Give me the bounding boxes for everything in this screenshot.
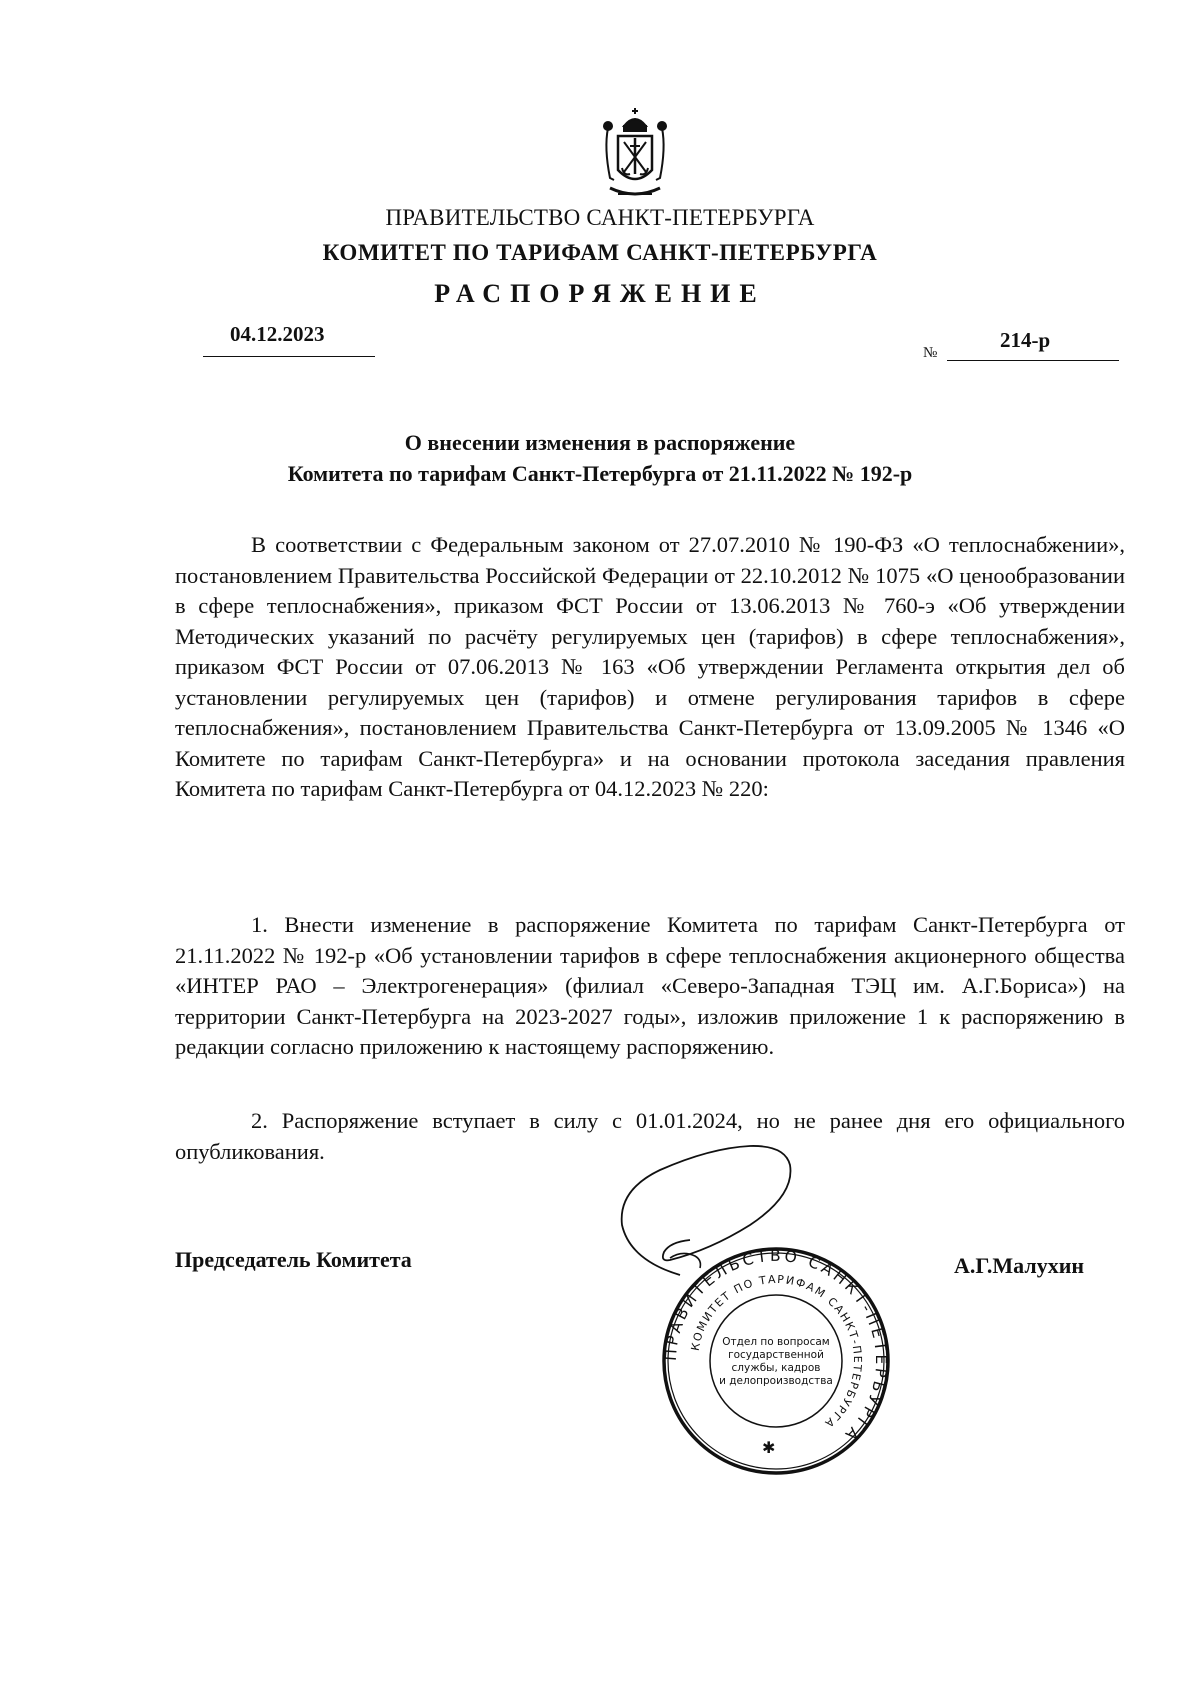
signatory-title: Председатель Комитета (175, 1247, 412, 1272)
government-title: ПРАВИТЕЛЬСТВО САНКТ-ПЕТЕРБУРГА (385, 205, 815, 230)
stamp-outer-text: ПРАВИТЕЛЬСТВО САНКТ-ПЕТЕРБУРГА (661, 1246, 891, 1446)
official-stamp (660, 1245, 892, 1477)
stamp-center-line-1: Отдел по вопросам (722, 1336, 830, 1348)
signatory-name: А.Г.Малухин (954, 1253, 1085, 1278)
preamble-text: В соответствии с Федеральным законом от 27.07.2010 № 190-ФЗ «О теплоснабжении», постановлением Правительства Российской Федерации от 22.10.2012 № 1075 «О ценообразовании в сфере теплоснабжения», приказом ФСТ России от 13.06.2013 № 760-э «Об утверждении Методических указаний по расчёту регулируемых цен (тарифов) в сфере теплоснабжения», приказом ФСТ России от 07.06.2013 № 163 «Об утверждении Регламента открытия дел об установлении регулируемых цен (тарифов) и отмене регулирования тарифов в сфере теплоснабжения», постановлением Правительства Санкт-Петербурга от 13.09.2005 № 1346 «О Комитете по тарифам Санкт-Петербурга» и на основании протокола заседания правления Комитета по тарифам Санкт-Петербурга от 04.12.2023 № 220: (175, 532, 1125, 801)
coat-of-arms-icon (600, 108, 670, 204)
document-type: РАСПОРЯЖЕНИЕ (434, 279, 766, 308)
item-1-text: 1. Внести изменение в распоряжение Комитета по тарифам Санкт-Петербурга от 21.11.2022 № 192-р «Об установлении тарифов в сфере теплоснабжения акционерного общества «ИНТЕР РАО – Электрогенерация» (филиал «Северо-Западная ТЭЦ им. А.Г.Бориса») на территории Санкт-Петербурга на 2023-2027 годы», изложив приложение 1 к распоряжению в редакции согласно приложению к настоящему распоряжению. (175, 912, 1125, 1059)
committee-title: КОМИТЕТ ПО ТАРИФАМ САНКТ-ПЕТЕРБУРГА (322, 240, 878, 265)
subject-line-2: Комитета по тарифам Санкт-Петербурга от 21.11.2022 № 192-р (287, 461, 913, 486)
order-item-1 (175, 910, 1125, 1063)
number-sign: № (923, 345, 938, 361)
stamp-center-line-4: и делопроизводства (719, 1375, 833, 1387)
stamp-star-icon: ✱ (762, 1438, 776, 1457)
date-underline (203, 356, 375, 357)
stamp-center-line-2: государственной (728, 1349, 824, 1361)
document-date: 04.12.2023 (230, 322, 325, 346)
subject-line-1: О внесении изменения в распоряжение (404, 430, 796, 455)
stamp-center-line-3: службы, кадров (731, 1362, 821, 1374)
number-underline (947, 360, 1119, 361)
document-number: 214-р (1000, 328, 1051, 352)
item-2-text: 2. Распоряжение вступает в силу с 01.01.2024, но не ранее дня его официального опубликования. (175, 1108, 1125, 1164)
stamp-middle-text: КОМИТЕТ ПО ТАРИФАМ САНКТ-ПЕТЕРБУРГА (688, 1272, 865, 1431)
preamble-paragraph (175, 530, 1125, 805)
